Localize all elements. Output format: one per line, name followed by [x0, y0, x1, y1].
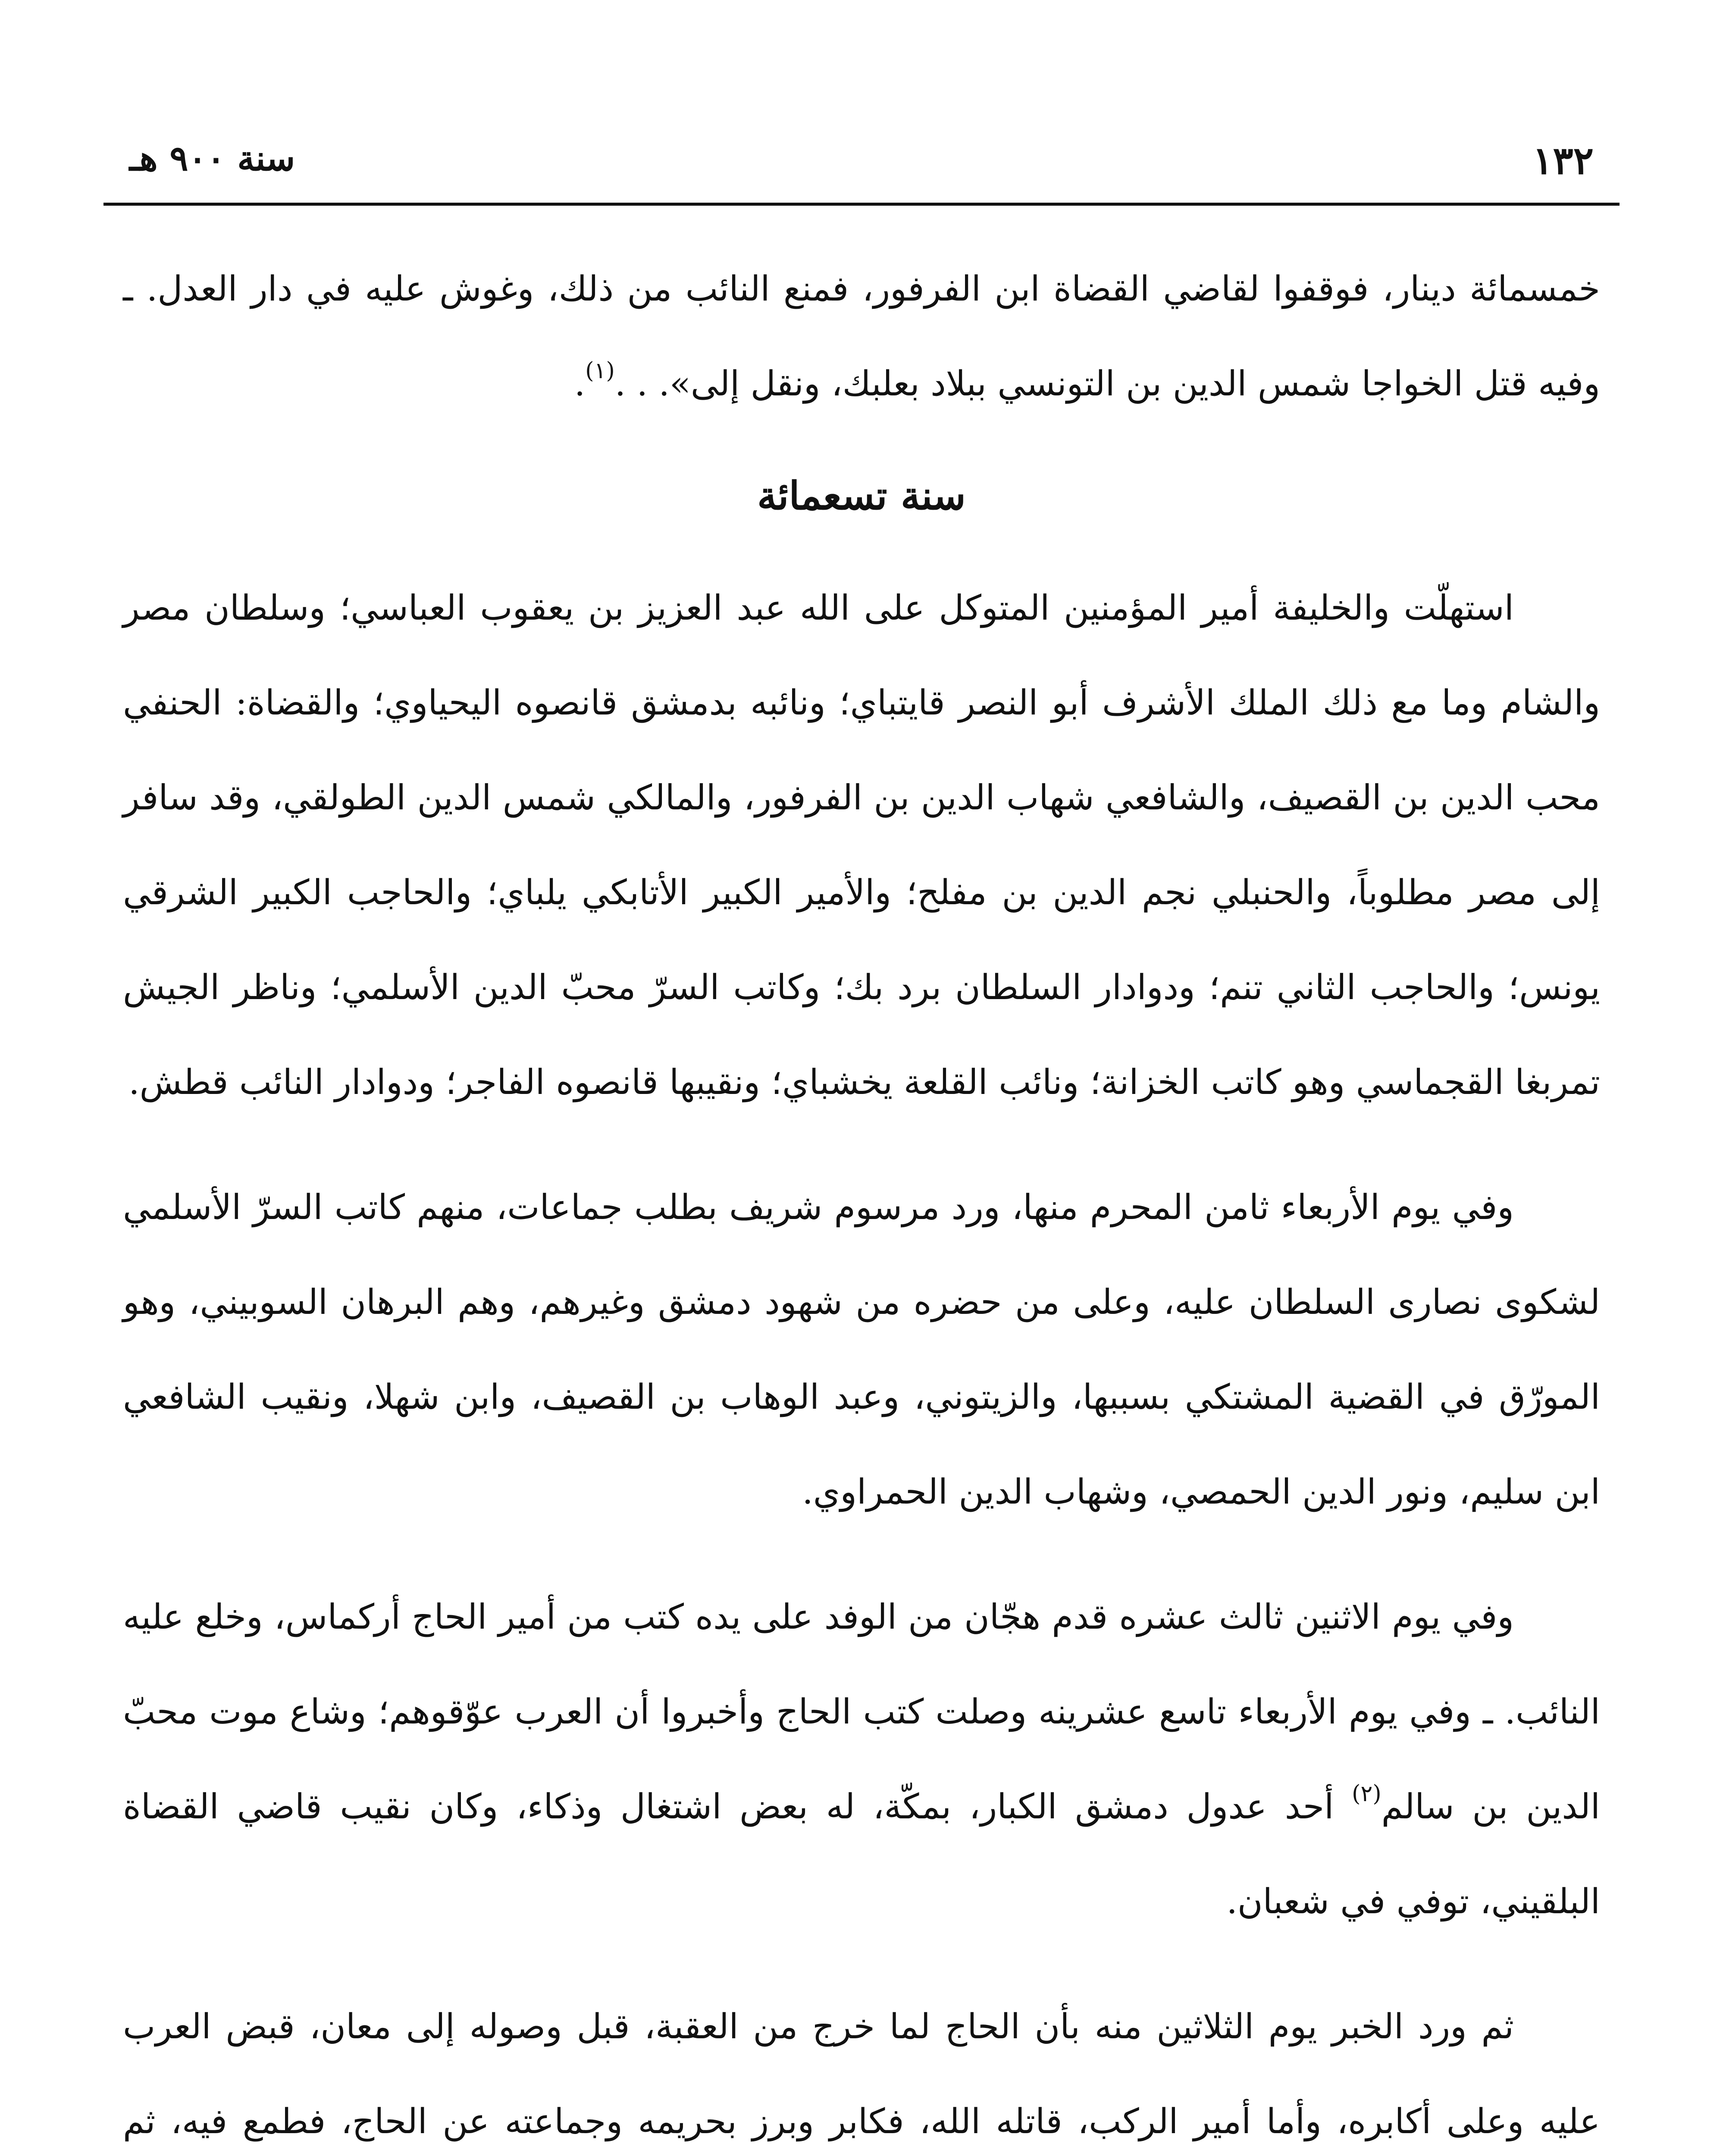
main-text — [123, 241, 1600, 2156]
running-title: سنة ٩٠٠ هـ — [129, 138, 295, 179]
paragraph-hajjan — [123, 1570, 1600, 1949]
footnote-ref-2: (٢) — [1352, 1781, 1382, 1807]
paragraph-text: خمسمائة دينار، فوقفوا لقاضي القضاة ابن الفرفور، فمنع النائب من ذلك، وغوش عليه في دار العدل. ـ وفيه قتل الخواجا شمس الدين بن التونسي ببلاد بعلبك، ونقل إلى». . . — [123, 269, 1600, 404]
paragraph-text-after: أحد عدول دمشق الكبار، بمكّة، له بعض اشتغال وذكاء، وكان نقيب قاضي القضاة البلقيني، توفي في شعبان. — [123, 1786, 1600, 1921]
paragraph-text: وفي يوم الاثنين ثالث عشره قدم هجّان من الوفد على يده كتب من أمير الحاج أركماس، وخلع عليه النائب. ـ وفي يوم الأربعاء تاسع عشرينه وصلت كتب الحاج وأخبروا أن العرب عوّقوهم؛ وشاع موت محبّ الدين بن سالم — [123, 1597, 1600, 1827]
paragraph-decree: وفي يوم الأربعاء ثامن المحرم منها، ورد مرسوم شريف بطلب جماعات، منهم كاتب السرّ الأسلمي لشكوى نصارى السلطان عليه، وعلى من حضره من شهود دمشق وغيرهم، وهم البرهان السوبيني، وهو المورّق في القضية المشتكي بسببها، والزيتوني، وعبد الوهاب بن القصيف، وابن شهلا، ونقيب الشافعي ابن سليم، ونور الدين الحمصي، وشهاب الدين الحمراوي. — [123, 1187, 1600, 1512]
header-rule — [103, 203, 1620, 206]
page-header — [103, 129, 1620, 194]
paragraph-officials: استهلّت والخليفة أمير المؤمنين المتوكل على الله عبد العزيز بن يعقوب العباسي؛ وسلطان مصر والشام وما مع ذلك الملك الأشرف أبو النصر قايتباي؛ ونائبه بدمشق قانصوه اليحياوي؛ والقضاة: الحنفي محب الدين بن القصيف، والشافعي شهاب الدين بن الفرفور، والمالكي شمس الدين الطولقي، وقد سافر إلى مصر مطلوباً، والحنبلي نجم الدين بن مفلح؛ والأمير الكبير الأتابكي يلباي؛ والحاجب الكبير الشرقي يونس؛ والحاجب الثاني تنم؛ ودوادار السلطان برد بك؛ وكاتب السرّ محبّ الدين الأسلمي؛ وناظر الجيش تمربغا القجماسي وهو كاتب الخزانة؛ ونائب القلعة يخشباي؛ ونقيبها قانصوه الفاجر؛ ودوادار النائب قطش. — [123, 588, 1601, 1102]
paragraph-caravan: ثم ورد الخبر يوم الثلاثين منه بأن الحاج لما خرج من العقبة، قبل وصوله إلى معان، قبض العرب عليه وعلى أكابره، وأما أمير الركب، قاتله الله، فكابر وبرز بحريمه وجماعته عن الحاج، فطمع فيه، ثم — [123, 2006, 1600, 2141]
continued-paragraph — [123, 241, 1600, 431]
paragraph-tail: . — [574, 364, 586, 404]
footnote-ref-1: (١) — [585, 358, 615, 384]
section-title: سنة تسعمائة — [757, 473, 966, 519]
page-number: ١٣٢ — [1532, 138, 1594, 183]
